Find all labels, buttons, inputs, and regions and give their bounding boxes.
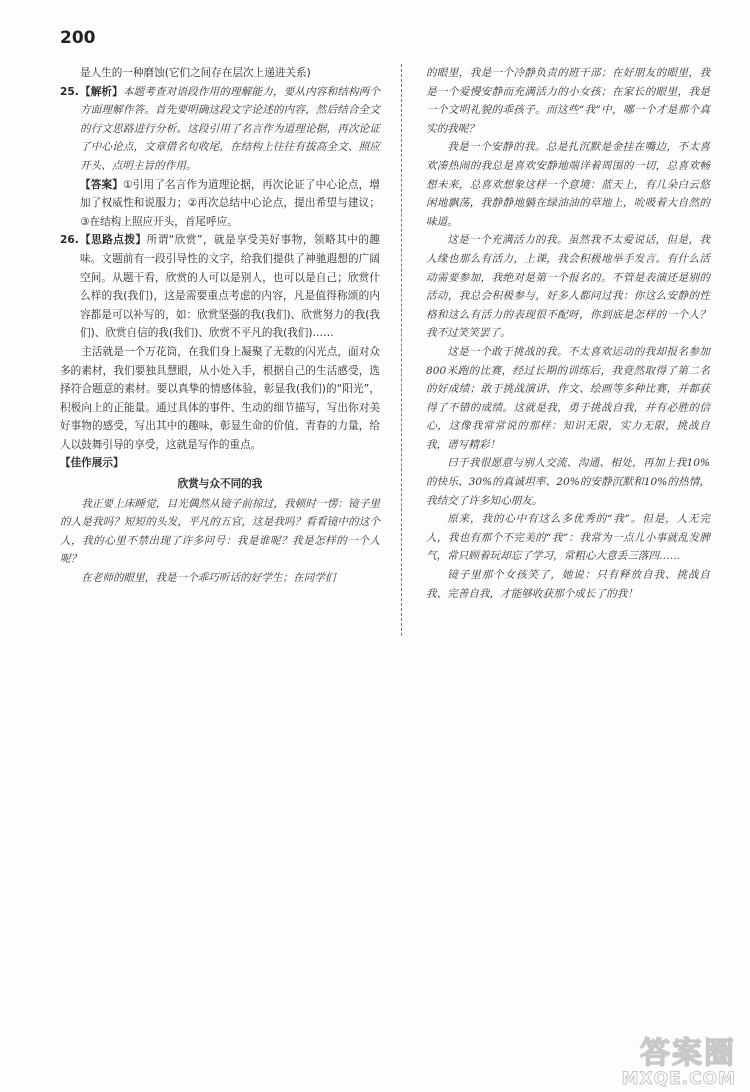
essay-paragraph: 我是一个安静的我。总是扎沉默是金挂在嘴边，不太喜欢凑热闹的我总是喜欢安静地端详着周围的一切，总喜欢畅想未来，总喜欢想象这样一个意境：蓝天上，有几朵白云悠闲地飘荡，我静静地躺在绿油油的草地上，吮吸着大自然的味道。 — [426, 141, 710, 228]
answer-block — [80, 176, 380, 232]
question-number: 26. — [60, 234, 79, 247]
essay-paragraph: 原来，我的心中有这么多优秀的“我”。但是，人无完人，我也有那个不完美的“我”：我常为一点儿小事就乱发脾气，常只顾着玩却忘了学习，常粗心大意丢三落四…… — [426, 513, 710, 563]
continued-line: 是人生的一种磨蚀(它们之间存在层次上递进关系) — [80, 67, 311, 79]
right-column — [426, 64, 710, 603]
essay-paragraph: 的眼里，我是一个冷静负责的班干部；在好朋友的眼里，我是一个爱慢安静而充满活力的小女孩；在家长的眼里，我是一个文明礼貌的乖孩子。而这些“我”中，哪一个才是那个真实的我呢？ — [426, 67, 710, 135]
watermark-logo-text: 答案圈 — [640, 1036, 736, 1071]
essay-paragraph: 我正要上床睡觉，目光偶然从镜子前掠过，我顿时一愣：镜子里的人是我吗？短短的头发，平凡的五官，这是我吗？看看镜中的这个人，我的心里不禁出现了许多问号：我是谁呢？我是怎样的一个人呢？ — [60, 497, 380, 566]
essay-paragraph: 这是一个充满活力的我。虽然我不太爱说话，但是，我人缘也那么有活力，上课，我会积极地举手发言。有什么活动需要参加，我绝对是第一个报名的。不管是表演还是别的活动，我总会积极参与，好多人都问过我：你这么安静的性格和这么有活力的表现很不配呀，你到底是怎样的一个人？我不过笑笑罢了。 — [426, 234, 710, 340]
question-25 — [60, 83, 380, 232]
left-column — [60, 64, 380, 588]
analysis-text: 本题考查对语段作用的理解能力，要从内容和结构两个方面理解作答。首先要明确这段文字论述的内容，然后结合全文的行文思路进行分析。这段引用了名言作为道理论据，再次论证了中心论点，文章借名句收尾，在结构上往往有拔高全文、照应开头、点明主旨的作用。 — [80, 85, 380, 172]
essay-paragraph: 镜子里那个女孩笑了，她说：只有释放自我、挑战自我、完善自我，才能够收获那个成长了的我！ — [426, 569, 710, 600]
analysis-block — [80, 83, 380, 176]
essay-paragraph: 曰于我很愿意与别人交流、沟通、相处，再加上我10%的快乐、30%的真诚坦率、20%的安静沉默和10%的热情，我结交了许多知心朋友。 — [426, 457, 710, 507]
watermark-site-text: MXQE.COM — [621, 1069, 736, 1089]
question-26 — [60, 231, 380, 343]
essay-title: 欣赏与众不同的我 — [177, 478, 263, 491]
page-number: 200 — [60, 28, 96, 48]
essay-paragraph: 这是一个敢于挑战的我。不太喜欢运动的我却报名参加800米跑的比赛，经过长期的训练后，我竟然取得了第二名的好成绩；敢于挑战演讲、作文、绘画等多种比赛，并都获得了不错的成绩。这就是我，勇于挑战自我，并有必胜的信心，这像我常常说的那样：知识无限，实力无限，挑战自我，谱写精彩！ — [426, 345, 710, 451]
tips-block — [80, 231, 380, 343]
essay-paragraph: 在老师的眼里，我是一个乖巧听话的好学生；在同学们 — [81, 572, 336, 585]
answer-text: ①引用了名言作为道理论据，再次论证了中心论点，增加了权威性和说服力；②再次总结中心论点，提出希望与建议；③在结构上照应开头，首尾呼应。 — [80, 178, 381, 228]
watermark-logo — [596, 1032, 736, 1088]
analysis-tag: 【解析】 — [80, 85, 123, 98]
tips-text: 所谓“欣赏”，就是享受美好事物，领略其中的趣味。文题前有一段引导性的文字，给我们提供了神驰遐想的广阔空间。从题干看，欣赏的人可以是别人，也可以是自己；欣赏什么样的我(我们)，这是需要重点考虑的内容，凡是值得称颂的内容都是可以补写的，如：欣赏坚强的我(我们)、欣赏努力的我(我们)、欣赏自信的我(我们)、欣赏不平凡的我(我们)…… — [80, 234, 381, 340]
question-number: 25. — [60, 85, 79, 98]
tips-tag: 【思路点拨】 — [80, 234, 147, 247]
showcase-tag: 【佳作展示】 — [60, 457, 124, 470]
guidance-paragraph: 主活就是一个万花筒，在我们身上凝聚了无数的闪光点，面对众多的素材，我们要独具慧眼，从小处入手，根据自己的生活感受，选择符合题意的素材。要以真挚的情感体验，彰显我(我们)的“阳光”，积极向上的正能量。通过具体的事件、生动的细节描写，写出你对美好事物的感受，写出其中的趣味，彰显生命的价值、青春的力量，给人以鼓舞引导的享受，这就是写作的重点。 — [60, 345, 380, 451]
column-divider — [401, 64, 402, 636]
answer-tag: 【答案】 — [80, 178, 124, 191]
